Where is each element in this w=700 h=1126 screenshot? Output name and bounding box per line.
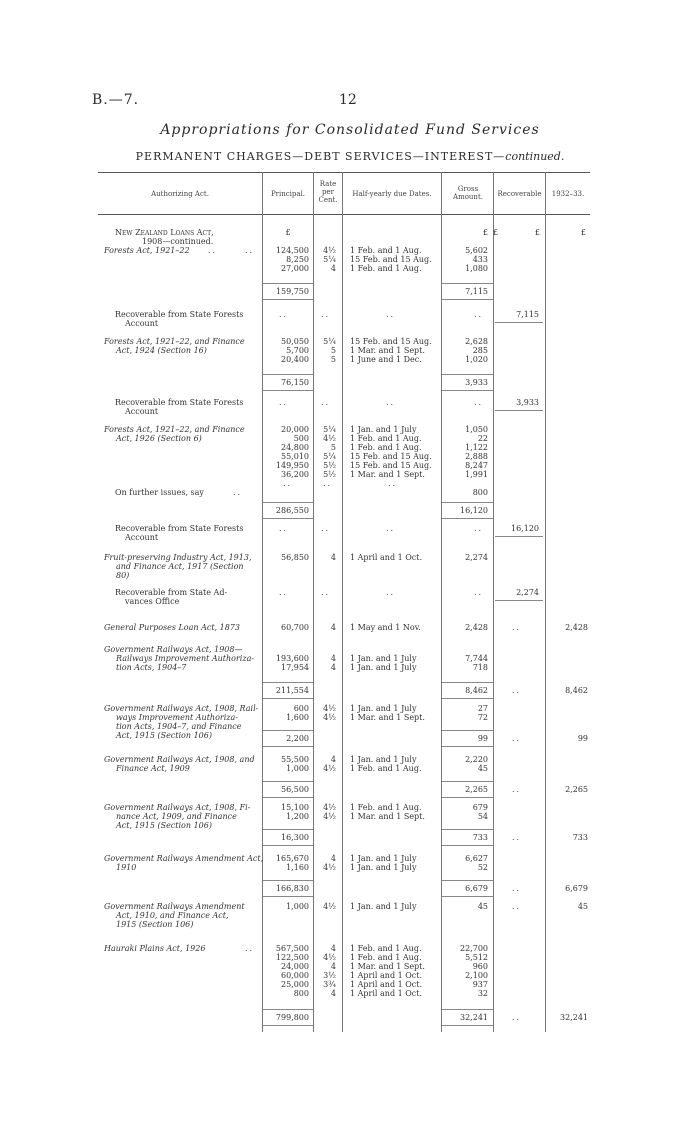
year-cell: 6,679 bbox=[565, 884, 588, 893]
subtotal-rule-gross bbox=[442, 502, 493, 503]
principal-cell: 1,160 bbox=[286, 863, 309, 872]
placeholder-dots: .. bbox=[512, 623, 522, 632]
subtotal-rule-gross-bottom bbox=[442, 845, 493, 846]
principal-cell: 20,400 bbox=[281, 355, 309, 364]
placeholder-dots: .. bbox=[512, 884, 522, 893]
placeholder-dots: .. bbox=[512, 734, 522, 743]
rate-cell: 4½ bbox=[323, 812, 336, 821]
due-dates-cell: 1 Feb. and 1 Aug. bbox=[350, 264, 422, 273]
recoverable-cell: 7,115 bbox=[516, 310, 539, 319]
gross-amount-cell: 6,679 bbox=[465, 884, 488, 893]
act-gov-railways-2d: Act, 1915 (Section 106) bbox=[116, 731, 212, 740]
header-recoverable: Recoverable bbox=[497, 190, 542, 198]
placeholder-dots: .. bbox=[279, 398, 289, 407]
recoverable-rule bbox=[495, 410, 543, 411]
placeholder-dots: .. bbox=[321, 398, 331, 407]
gross-amount-cell: 718 bbox=[472, 663, 488, 672]
subtotal-rule-gross-bottom bbox=[442, 299, 493, 300]
rate-cell: 5¼ bbox=[323, 425, 336, 434]
due-dates-cell: 1 Jan. and 1 July bbox=[350, 902, 417, 911]
page-number: 12 bbox=[339, 92, 357, 108]
act-gov-railways-2c: tion Acts, 1904–7, and Finance bbox=[116, 722, 242, 731]
leader-dots: .. bbox=[245, 246, 255, 255]
due-dates-cell: 1 Jan. and 1 July bbox=[350, 755, 417, 764]
subtotal-rule-principal bbox=[263, 682, 313, 683]
principal-cell: 24,800 bbox=[281, 443, 309, 452]
gross-amount-cell: 5,512 bbox=[465, 953, 488, 962]
page-code: B.—7. bbox=[92, 92, 140, 108]
placeholder-dots: .. bbox=[512, 785, 522, 794]
placeholder-dots: .. bbox=[386, 398, 396, 407]
subtotal-rule-principal-bottom bbox=[263, 299, 313, 300]
due-dates-cell: 1 Jan. and 1 July bbox=[350, 654, 417, 663]
principal-cell: 286,550 bbox=[275, 506, 309, 515]
due-dates-cell: 1 June and 1 Dec. bbox=[350, 355, 422, 364]
act-recoverable-2b: Account bbox=[125, 407, 159, 416]
principal-cell: 15,100 bbox=[281, 803, 309, 812]
principal-cell: 149,950 bbox=[275, 461, 309, 470]
principal-cell: 1,200 bbox=[286, 812, 309, 821]
rate-cell: 3½ bbox=[323, 971, 336, 980]
rate-cell: 4½ bbox=[323, 953, 336, 962]
principal-cell: 1,000 bbox=[286, 902, 309, 911]
placeholder-dots: .. bbox=[388, 479, 398, 488]
act-hauraki-plains: Hauraki Plains Act, 1926 bbox=[104, 944, 206, 953]
principal-cell: 2,200 bbox=[286, 734, 309, 743]
rate-cell: 4 bbox=[330, 962, 336, 971]
subtotal-rule-gross-bottom bbox=[442, 390, 493, 391]
gross-amount-cell: 433 bbox=[472, 255, 488, 264]
header-authorizing-act: Authorizing Act. bbox=[151, 190, 209, 198]
year-cell: 2,428 bbox=[565, 623, 588, 632]
act-gov-railways-6: Government Railways Amendment bbox=[104, 902, 245, 911]
gross-amount-cell: 1,080 bbox=[465, 264, 488, 273]
due-dates-cell: 15 Feb. and 15 Aug. bbox=[350, 255, 432, 264]
rate-cell: 5 bbox=[330, 443, 336, 452]
principal-cell: 1,600 bbox=[286, 713, 309, 722]
col-divider-gross bbox=[493, 172, 494, 1032]
rate-cell: 4½ bbox=[323, 764, 336, 773]
placeholder-dots: .. bbox=[386, 588, 396, 597]
act-gov-railways-3b: Finance Act, 1909 bbox=[116, 764, 190, 773]
principal-cell: 122,500 bbox=[275, 953, 309, 962]
principal-cell: 124,500 bbox=[275, 246, 309, 255]
subtotal-rule-gross bbox=[442, 283, 493, 284]
rate-cell: 4½ bbox=[323, 863, 336, 872]
principal-cell: 17,954 bbox=[281, 663, 309, 672]
principal-cell: 60,000 bbox=[281, 971, 309, 980]
rate-cell: 4 bbox=[330, 553, 336, 562]
due-dates-cell: 1 Feb. and 1 Aug. bbox=[350, 953, 422, 962]
recoverable-rule bbox=[495, 600, 543, 601]
rate-cell: 4 bbox=[330, 755, 336, 764]
due-dates-cell: 1 April and 1 Oct. bbox=[350, 980, 423, 989]
placeholder-dots: .. bbox=[323, 479, 333, 488]
act-recoverable-3b: Account bbox=[125, 533, 159, 542]
gross-amount-cell: 2,265 bbox=[465, 785, 488, 794]
gross-amount-cell: 2,274 bbox=[465, 553, 488, 562]
act-fruit-preserving-b: and Finance Act, 1917 (Section bbox=[116, 562, 244, 571]
page-subtitle bbox=[0, 150, 700, 163]
gross-amount-cell: 285 bbox=[472, 346, 488, 355]
principal-cell: 24,000 bbox=[281, 962, 309, 971]
placeholder-dots: .. bbox=[386, 310, 396, 319]
principal-cell: 1,000 bbox=[286, 764, 309, 773]
rate-cell: 4 bbox=[330, 654, 336, 663]
placeholder-dots: .. bbox=[512, 902, 522, 911]
gross-amount-cell: 99 bbox=[477, 734, 488, 743]
subtotal-rule-gross-bottom bbox=[442, 1025, 493, 1026]
principal-cell: 27,000 bbox=[281, 264, 309, 273]
page-title: Appropriations for Consolidated Fund Services bbox=[160, 122, 540, 138]
gross-amount-cell: 2,220 bbox=[465, 755, 488, 764]
subtotal-rule-principal-bottom bbox=[263, 797, 313, 798]
gross-amount-cell: 8,462 bbox=[465, 686, 488, 695]
act-forests-3: Forests Act, 1921–22, and Finance bbox=[104, 425, 245, 434]
gross-amount-cell: 27 bbox=[477, 704, 488, 713]
due-dates-cell: 1 Mar. and 1 Sept. bbox=[350, 962, 425, 971]
subtotal-rule-principal-bottom bbox=[263, 1025, 313, 1026]
placeholder-dots: .. bbox=[474, 588, 484, 597]
rate-cell: 5¼ bbox=[323, 452, 336, 461]
year-cell: 32,241 bbox=[560, 1013, 588, 1022]
further-issues: On further issues, say bbox=[115, 488, 204, 497]
due-dates-cell: 1 Feb. and 1 Aug. bbox=[350, 443, 422, 452]
principal-cell: 56,850 bbox=[281, 553, 309, 562]
due-dates-cell: 1 Feb. and 1 Aug. bbox=[350, 803, 422, 812]
principal-cell: 211,554 bbox=[275, 686, 309, 695]
due-dates-cell: 1 April and 1 Oct. bbox=[350, 971, 423, 980]
principal-cell: 50,050 bbox=[281, 337, 309, 346]
gross-amount-cell: 1,020 bbox=[465, 355, 488, 364]
gross-amount-cell: 32 bbox=[477, 989, 488, 998]
act-gov-railways-6c: 1915 (Section 106) bbox=[116, 920, 194, 929]
gross-amount-cell: 1,122 bbox=[465, 443, 488, 452]
gross-amount-cell: 52 bbox=[477, 863, 488, 872]
gross-amount-cell: 6,627 bbox=[465, 854, 488, 863]
subtotal-rule-principal-bottom bbox=[263, 518, 313, 519]
principal-cell: 55,010 bbox=[281, 452, 309, 461]
table-top-rule bbox=[98, 172, 590, 173]
due-dates-cell: 1 Jan. and 1 July bbox=[350, 704, 417, 713]
gross-amount-cell: 54 bbox=[477, 812, 488, 821]
rate-cell: 4½ bbox=[323, 704, 336, 713]
subtotal-rule-principal-bottom bbox=[263, 845, 313, 846]
placeholder-dots: .. bbox=[512, 1013, 522, 1022]
pound-year: £ bbox=[580, 228, 586, 237]
principal-cell: 76,150 bbox=[281, 378, 309, 387]
subtotal-rule-gross-bottom bbox=[442, 896, 493, 897]
due-dates-cell: 1 Mar. and 1 Sept. bbox=[350, 812, 425, 821]
rate-cell: 4½ bbox=[323, 803, 336, 812]
rate-cell: 4½ bbox=[323, 902, 336, 911]
principal-cell: 60,700 bbox=[281, 623, 309, 632]
rate-cell: 3¾ bbox=[323, 980, 336, 989]
act-gov-railways-1c: tion Acts, 1904–7 bbox=[116, 663, 187, 672]
rate-cell: 4 bbox=[330, 944, 336, 953]
subtotal-rule-principal bbox=[263, 781, 313, 782]
gross-amount-cell: 2,628 bbox=[465, 337, 488, 346]
act-fruit-preserving-c: 80) bbox=[116, 571, 130, 580]
rate-cell: 4 bbox=[330, 623, 336, 632]
rate-cell: 4½ bbox=[323, 713, 336, 722]
act-gov-railways-3: Government Railways Act, 1908, and bbox=[104, 755, 255, 764]
act-gov-railways-5: Government Railways Amendment Act, bbox=[104, 854, 264, 863]
header-bottom-rule bbox=[98, 214, 590, 215]
principal-cell: 193,600 bbox=[275, 654, 309, 663]
subtotal-rule-principal bbox=[263, 283, 313, 284]
act-recoverable-3: Recoverable from State Forests bbox=[115, 524, 244, 533]
principal-cell: 799,800 bbox=[275, 1013, 309, 1022]
subtotal-rule-gross bbox=[442, 781, 493, 782]
rate-cell: 4½ bbox=[323, 246, 336, 255]
act-gov-railways-4c: Act, 1915 (Section 106) bbox=[116, 821, 212, 830]
subtotal-rule-gross bbox=[442, 682, 493, 683]
rate-cell: 4 bbox=[330, 663, 336, 672]
subtotal-rule-principal-bottom bbox=[263, 896, 313, 897]
subtitle-continued: continued. bbox=[505, 150, 565, 163]
gross-amount-cell: 1,050 bbox=[465, 425, 488, 434]
rate-cell: 5½ bbox=[323, 461, 336, 470]
placeholder-dots: .. bbox=[512, 833, 522, 842]
gross-amount-cell: 679 bbox=[472, 803, 488, 812]
leader-dots: .. bbox=[208, 246, 218, 255]
subtotal-rule-principal bbox=[263, 502, 313, 503]
placeholder-dots: .. bbox=[283, 479, 293, 488]
recoverable-cell: 3,933 bbox=[516, 398, 539, 407]
act-gov-railways-5b: 1910 bbox=[116, 863, 137, 872]
due-dates-cell: 1 April and 1 Oct. bbox=[350, 989, 423, 998]
act-gov-railways-4: Government Railways Act, 1908, Fi- bbox=[104, 803, 251, 812]
placeholder-dots: .. bbox=[321, 310, 331, 319]
gross-amount-cell: 733 bbox=[472, 833, 488, 842]
col-divider-rate bbox=[342, 172, 343, 1032]
gross-amount-cell: 3,933 bbox=[465, 378, 488, 387]
rate-cell: 4 bbox=[330, 854, 336, 863]
due-dates-cell: 1 Mar. and 1 Sept. bbox=[350, 713, 425, 722]
principal-cell: 159,750 bbox=[275, 287, 309, 296]
placeholder-dots: .. bbox=[279, 524, 289, 533]
due-dates-cell: 1 Feb. and 1 Aug. bbox=[350, 944, 422, 953]
principal-cell: 567,500 bbox=[275, 944, 309, 953]
rate-cell: 4 bbox=[330, 989, 336, 998]
placeholder-dots: .. bbox=[321, 524, 331, 533]
principal-cell: 16,300 bbox=[281, 833, 309, 842]
gross-amount-cell: 22,700 bbox=[460, 944, 488, 953]
due-dates-cell: 1 Mar. and 1 Sept. bbox=[350, 346, 425, 355]
principal-cell: 55,500 bbox=[281, 755, 309, 764]
due-dates-cell: 1 Mar. and 1 Sept. bbox=[350, 470, 425, 479]
subtotal-rule-gross bbox=[442, 1009, 493, 1010]
act-nz-loans-cont: 1908—continued. bbox=[142, 237, 214, 246]
rate-cell: 5 bbox=[330, 346, 336, 355]
principal-cell: 166,830 bbox=[275, 884, 309, 893]
gross-amount-cell: 32,241 bbox=[460, 1013, 488, 1022]
due-dates-cell: 1 April and 1 Oct. bbox=[350, 553, 423, 562]
due-dates-cell: 1 May and 1 Nov. bbox=[350, 623, 421, 632]
placeholder-dots: .. bbox=[474, 398, 484, 407]
subtotal-rule-principal-bottom bbox=[263, 390, 313, 391]
subtotal-rule-principal-bottom bbox=[263, 746, 313, 747]
principal-cell: 800 bbox=[293, 989, 309, 998]
subtotal-rule-principal-bottom bbox=[263, 698, 313, 699]
rate-cell: 4 bbox=[330, 264, 336, 273]
header-gross-amount: Gross Amount. bbox=[453, 185, 483, 201]
year-cell: 8,462 bbox=[565, 686, 588, 695]
due-dates-cell: 1 Jan. and 1 July bbox=[350, 425, 417, 434]
gross-amount-cell: 7,744 bbox=[465, 654, 488, 663]
subtotal-rule-principal bbox=[263, 730, 313, 731]
subtotal-rule-principal bbox=[263, 829, 313, 830]
recoverable-cell: 16,120 bbox=[511, 524, 539, 533]
due-dates-cell: 15 Feb. and 15 Aug. bbox=[350, 461, 432, 470]
act-gov-railways-1: Government Railways Act, 1908— bbox=[104, 645, 243, 654]
act-forests-3b: Act, 1926 (Section 6) bbox=[116, 434, 202, 443]
pound-gross-amount: £ bbox=[482, 228, 488, 237]
leader-dots: .. bbox=[245, 944, 255, 953]
subtotal-rule-gross bbox=[442, 829, 493, 830]
act-gov-railways-2: Government Railways Act, 1908, Rail- bbox=[104, 704, 259, 713]
due-dates-cell: 1 Jan. and 1 July bbox=[350, 663, 417, 672]
act-recoverable-1b: Account bbox=[125, 319, 159, 328]
principal-cell: 5,700 bbox=[286, 346, 309, 355]
year-cell: 2,265 bbox=[565, 785, 588, 794]
principal-cell: 8,250 bbox=[286, 255, 309, 264]
year-cell: 733 bbox=[572, 833, 588, 842]
subtotal-rule-gross bbox=[442, 730, 493, 731]
due-dates-cell: 1 Jan. and 1 July bbox=[350, 863, 417, 872]
gross-amount-cell: 72 bbox=[477, 713, 488, 722]
header-rate: Rate per Cent. bbox=[318, 180, 338, 204]
gross-amount-cell: 22 bbox=[477, 434, 488, 443]
year-cell: 45 bbox=[577, 902, 588, 911]
principal-cell: 600 bbox=[293, 704, 309, 713]
act-fruit-preserving: Fruit-preserving Industry Act, 1913, bbox=[104, 553, 252, 562]
act-gov-railways-6b: Act, 1910, and Finance Act, bbox=[116, 911, 229, 920]
subtotal-rule-gross-bottom bbox=[442, 698, 493, 699]
gross-amount-cell: 8,247 bbox=[465, 461, 488, 470]
placeholder-dots: .. bbox=[474, 310, 484, 319]
gross-amount-cell: 16,120 bbox=[460, 506, 488, 515]
principal-cell: 165,670 bbox=[275, 854, 309, 863]
act-forests-1: Forests Act, 1921–22 bbox=[104, 246, 190, 255]
placeholder-dots: .. bbox=[386, 524, 396, 533]
act-recoverable-2: Recoverable from State Forests bbox=[115, 398, 244, 407]
gross-amount-cell: 2,888 bbox=[465, 452, 488, 461]
act-gov-railways-4b: nance Act, 1909, and Finance bbox=[116, 812, 237, 821]
act-nz-loans: New Zealand Loans Act, bbox=[115, 228, 214, 237]
gross-amount-cell: 2,428 bbox=[465, 623, 488, 632]
subtotal-rule-gross-bottom bbox=[442, 518, 493, 519]
year-cell: 99 bbox=[577, 734, 588, 743]
gross-amount-cell: 1,991 bbox=[465, 470, 488, 479]
placeholder-dots: .. bbox=[279, 310, 289, 319]
due-dates-cell: 1 Jan. and 1 July bbox=[350, 854, 417, 863]
gross-amount-cell: 5,602 bbox=[465, 246, 488, 255]
header-principal: Principal. bbox=[270, 190, 306, 198]
act-recoverable-advances: Recoverable from State Ad- bbox=[115, 588, 228, 597]
pound-principal: £ bbox=[285, 228, 291, 237]
principal-cell: 25,000 bbox=[281, 980, 309, 989]
act-forests-2b: Act, 1924 (Section 16) bbox=[116, 346, 207, 355]
principal-cell: 500 bbox=[293, 434, 309, 443]
principal-cell: 36,200 bbox=[281, 470, 309, 479]
rate-cell: 5½ bbox=[323, 470, 336, 479]
due-dates-cell: 15 Feb. and 15 Aug. bbox=[350, 452, 432, 461]
header-year: 1932–33. bbox=[551, 190, 585, 198]
recoverable-rule bbox=[495, 322, 543, 323]
act-general-purposes: General Purposes Loan Act, 1873 bbox=[104, 623, 241, 632]
subtotal-rule-principal bbox=[263, 374, 313, 375]
placeholder-dots: .. bbox=[512, 686, 522, 695]
recoverable-rule bbox=[495, 536, 543, 537]
further-issues-amount: 800 bbox=[472, 488, 488, 497]
gross-amount-cell: 2,100 bbox=[465, 971, 488, 980]
act-gov-railways-1b: Railways Improvement Authoriza- bbox=[116, 654, 255, 663]
gross-amount-cell: 937 bbox=[472, 980, 488, 989]
subtotal-rule-gross-bottom bbox=[442, 797, 493, 798]
principal-cell: 56,500 bbox=[281, 785, 309, 794]
leader-dots: .. bbox=[233, 488, 243, 497]
due-dates-cell: 1 Feb. and 1 Aug. bbox=[350, 434, 422, 443]
due-dates-cell: 15 Feb. and 15 Aug. bbox=[350, 337, 432, 346]
gross-amount-cell: 45 bbox=[477, 902, 488, 911]
act-gov-railways-2b: ways Improvement Authoriza- bbox=[116, 713, 238, 722]
due-dates-cell: 1 Feb. and 1 Aug. bbox=[350, 764, 422, 773]
due-dates-cell: 1 Feb. and 1 Aug. bbox=[350, 246, 422, 255]
rate-cell: 5¼ bbox=[323, 337, 336, 346]
subtotal-rule-gross bbox=[442, 880, 493, 881]
subtitle-main: PERMANENT CHARGES—DEBT SERVICES—INTEREST— bbox=[135, 150, 506, 163]
placeholder-dots: .. bbox=[474, 524, 484, 533]
subtotal-rule-gross-bottom bbox=[442, 746, 493, 747]
pound-recoverable: £ bbox=[534, 228, 540, 237]
act-recoverable-1: Recoverable from State Forests bbox=[115, 310, 244, 319]
header-due-dates: Half-yearly due Dates. bbox=[352, 190, 432, 198]
subtotal-rule-principal bbox=[263, 880, 313, 881]
gross-amount-cell: 7,115 bbox=[465, 287, 488, 296]
subtotal-rule-gross bbox=[442, 374, 493, 375]
rate-cell: 5¼ bbox=[323, 255, 336, 264]
gross-amount-cell: 45 bbox=[477, 764, 488, 773]
subtotal-rule-principal bbox=[263, 1009, 313, 1010]
placeholder-dots: .. bbox=[279, 588, 289, 597]
principal-cell: 20,000 bbox=[281, 425, 309, 434]
rate-cell: 5 bbox=[330, 355, 336, 364]
act-recoverable-advances-b: vances Office bbox=[125, 597, 180, 606]
act-forests-2: Forests Act, 1921–22, and Finance bbox=[104, 337, 245, 346]
placeholder-dots: .. bbox=[321, 588, 331, 597]
gross-amount-cell: 960 bbox=[472, 962, 488, 971]
rate-cell: 4½ bbox=[323, 434, 336, 443]
recoverable-cell: 2,274 bbox=[516, 588, 539, 597]
